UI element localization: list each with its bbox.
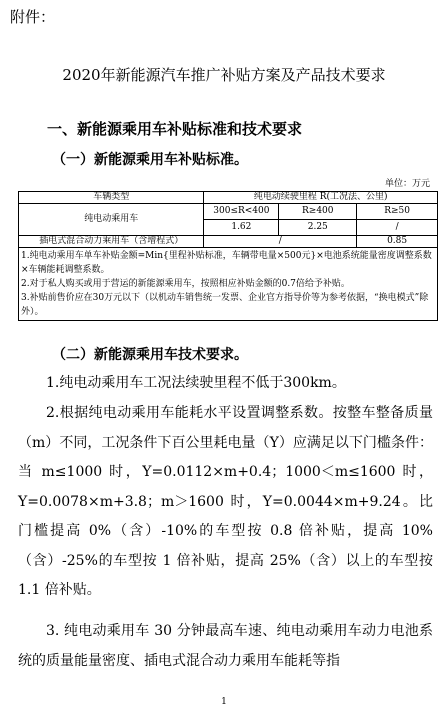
document-title: 2020年新能源汽车推广补贴方案及产品技术要求 — [62, 66, 386, 84]
table-note: 1.纯电动乘用车单车补贴金额=Min{里程补贴标准，车辆带电量×500元}×电池系统能量密度调整系数×车辆能耗调整系数。 — [21, 251, 432, 275]
subsection-heading-requirements: （二）新能源乘用车技术要求。 — [52, 347, 248, 363]
table-header-row — [19, 192, 438, 204]
table-note: 2.对于私人购买或用于营运的新能源乘用车，按照相应补贴金额的0.7倍给予补贴。 — [21, 279, 350, 289]
table-note: 3.补贴前售价应在30万元以下（以机动车销售统一发票、企业官方指导价等为参考依据，“换电模式”除外）。 — [21, 293, 429, 317]
table-cell-phev-label: 插电式混合动力乘用车（含增程式） — [19, 236, 204, 248]
table-header-cell: 纯电动续驶里程 R(工况法、公里) — [204, 192, 438, 204]
table-notes — [19, 248, 438, 321]
table-cell-range: R≥50 — [357, 204, 438, 220]
paragraph: 1.纯电动乘用车工况法续驶里程不低于300km。 — [46, 375, 346, 391]
table-cell-value: 1.62 — [204, 220, 279, 236]
table-cell-value: / — [204, 236, 357, 248]
table-cell-range: R≥400 — [279, 204, 357, 220]
attachment-label: 附件： — [10, 8, 56, 26]
subsection-heading-subsidy: （一）新能源乘用车补贴标准。 — [52, 152, 248, 168]
table-cell-value: / — [357, 220, 438, 236]
paragraph: 3. 纯电动乘用车 30 分钟最高车速、纯电动乘用车动力电池系统的质量能量密度、插电式混合动力乘用车能耗等指 — [18, 623, 433, 669]
table-cell-value: 0.85 — [357, 236, 438, 248]
unit-label: 单位：万元 — [384, 179, 430, 189]
table-row — [19, 204, 438, 220]
table-cell-range: 300≤R<400 — [204, 204, 279, 220]
paragraph: 2.根据纯电动乘用车能耗水平设置调整系数。按整车整备质量（m）不同，工况条件下百公里耗电量（Y）应满足以下门槛条件：当 m≤1000 时，Y=0.0112×m+0.4；1000＜m≤1600 时，Y=0.0078×m+3.8；m＞1600 时，Y=0.0044×m+9.24。比门槛提高 0%（含）-10%的车型按 0.8 倍补贴，提高 10%（含）-25%的车型按 1 倍补贴，提高 25%（含）以上的车型按 1.1 倍补贴。 — [18, 405, 433, 598]
table-header-cell: 车辆类型 — [19, 192, 204, 204]
table-cell-bev-label: 纯电动乘用车 — [19, 204, 204, 236]
table-cell-value: 2.25 — [279, 220, 357, 236]
table-row — [19, 236, 438, 248]
page-number: 1 — [221, 697, 227, 707]
subsidy-table — [18, 191, 438, 321]
section-heading: 一、新能源乘用车补贴标准和技术要求 — [47, 120, 303, 138]
table-notes-row — [19, 248, 438, 321]
